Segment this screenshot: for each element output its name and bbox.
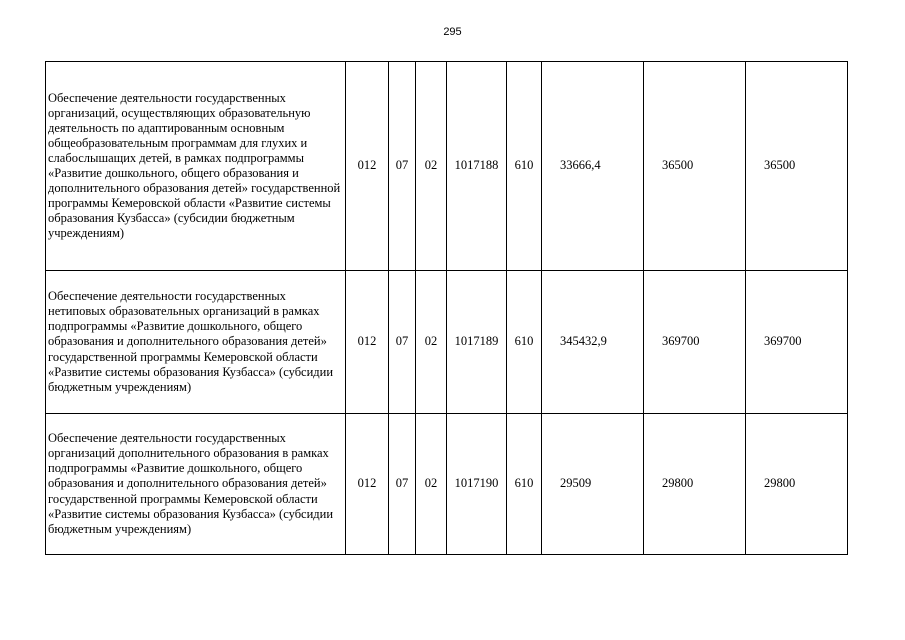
- section-code: 07: [389, 271, 416, 414]
- ministry-code: 012: [346, 414, 389, 555]
- subsection-code: 02: [416, 271, 447, 414]
- amount-2: 369700: [644, 271, 746, 414]
- amount-1: 29509: [542, 414, 644, 555]
- section-code: 07: [389, 62, 416, 271]
- target-article-code: 1017188: [447, 62, 507, 271]
- section-code: 07: [389, 414, 416, 555]
- target-article-code: 1017189: [447, 271, 507, 414]
- row-description: Обеспечение деятельности государственных нетиповых образовательных организаций в рамках подпрограммы «Развитие дошкольного, общего образования и дополнительного образования детей» государственной программы Кемеровской области «Развитие системы образования Кузбасса» (субсидии бюджетным учреждениям): [46, 271, 346, 414]
- row-description: Обеспечение деятельности государственных организаций, осуществляющих образовательную деятельность по адаптированным основным общеобразовательным программам для глухих и слабослышащих детей, в рамках подпрограммы «Развитие дошкольного, общего образования и дополнительного образования детей» государственной программы Кемеровской области «Развитие системы образования Кузбасса» (субсидии бюджетным учреждениям): [46, 62, 346, 271]
- page-number: 295: [443, 26, 462, 38]
- expense-type-code: 610: [507, 271, 542, 414]
- budget-table: [45, 61, 848, 555]
- table-row: [46, 62, 848, 271]
- ministry-code: 012: [346, 271, 389, 414]
- amount-3: 369700: [746, 271, 848, 414]
- amount-2: 29800: [644, 414, 746, 555]
- subsection-code: 02: [416, 414, 447, 555]
- amount-3: 36500: [746, 62, 848, 271]
- target-article-code: 1017190: [447, 414, 507, 555]
- subsection-code: 02: [416, 62, 447, 271]
- expense-type-code: 610: [507, 62, 542, 271]
- amount-1: 33666,4: [542, 62, 644, 271]
- expense-type-code: 610: [507, 414, 542, 555]
- amount-2: 36500: [644, 62, 746, 271]
- amount-3: 29800: [746, 414, 848, 555]
- amount-1: 345432,9: [542, 271, 644, 414]
- ministry-code: 012: [346, 62, 389, 271]
- table-row: [46, 414, 848, 555]
- table-row: [46, 271, 848, 414]
- row-description: Обеспечение деятельности государственных организаций дополнительного образования в рамках подпрограммы «Развитие дошкольного, общего образования и дополнительного образования детей» государственной программы Кемеровской области «Развитие системы образования Кузбасса» (субсидии бюджетным учреждениям): [46, 414, 346, 555]
